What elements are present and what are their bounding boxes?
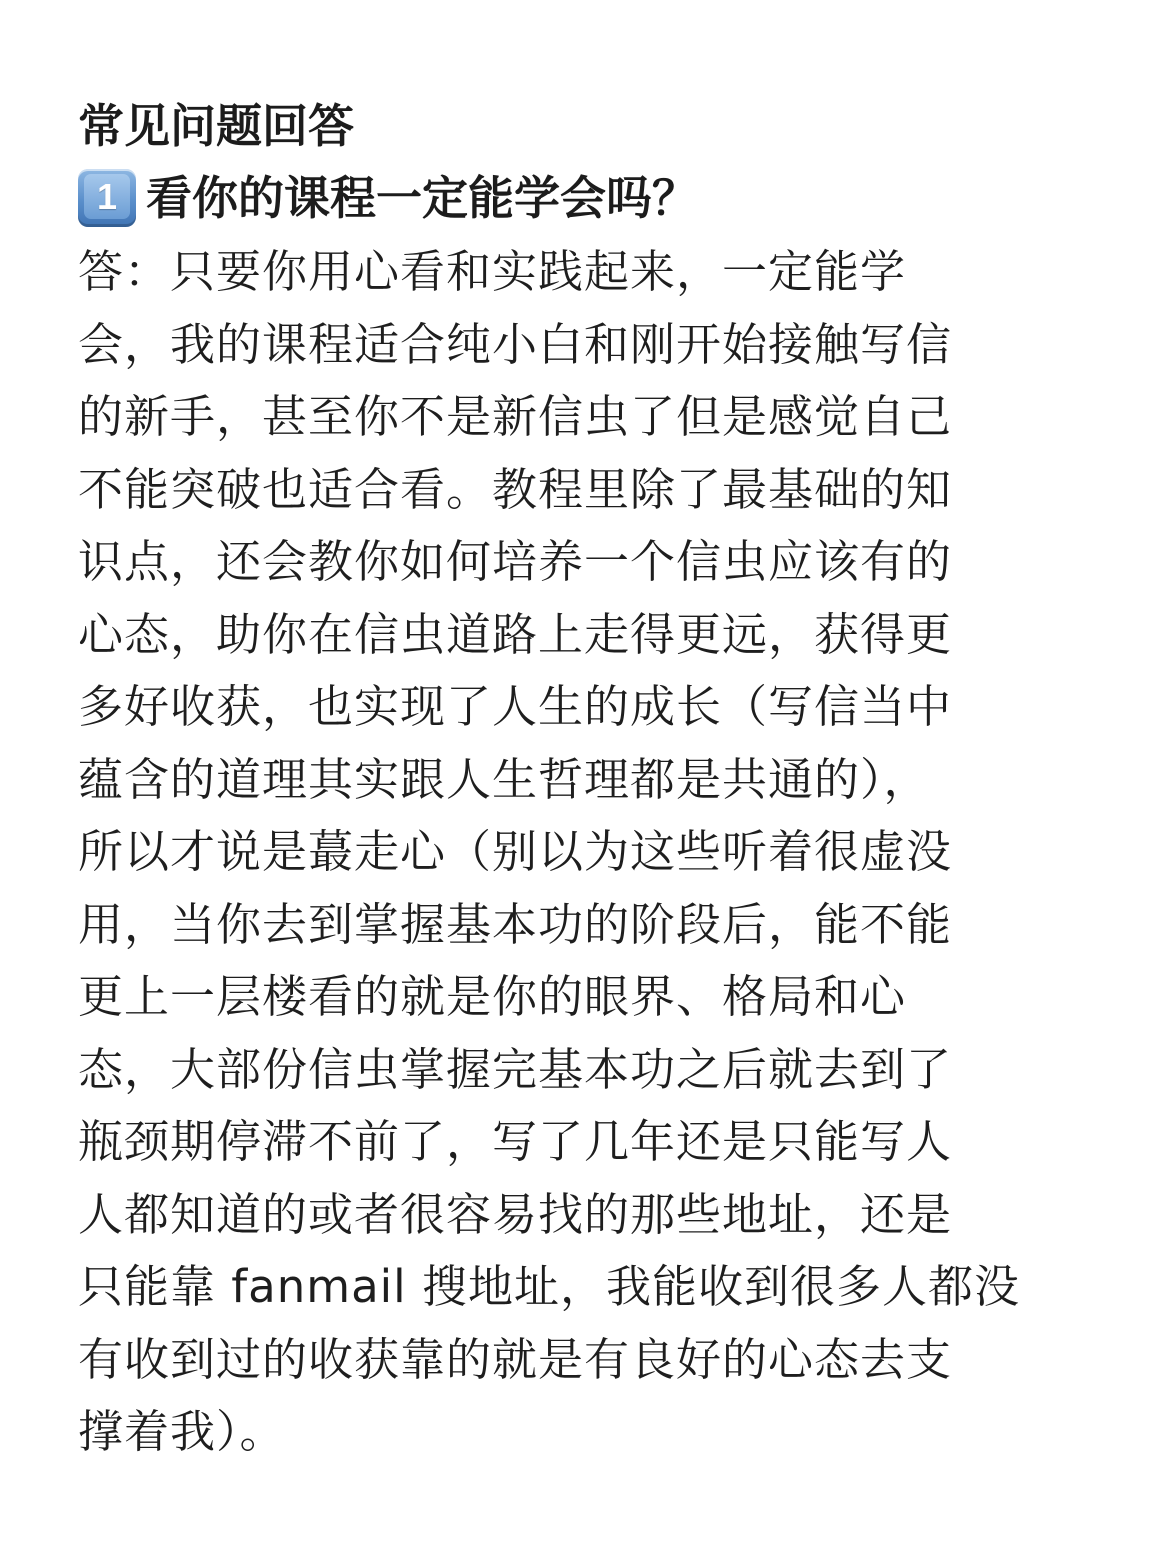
answer-line: 蕴含的道理其实跟人生哲理都是共通的）， <box>78 752 930 806</box>
answer-line: 撑着我）。 <box>78 1405 286 1458</box>
answer-line: 答：只要你用心看和实践起来，一定能学 <box>78 245 907 298</box>
answer-line: 心态，助你在信虫道路上走得更远，获得更 <box>78 607 953 661</box>
answer-line: 有收到过的收获靠的就是有良好的心态去支 <box>78 1332 953 1386</box>
answer-line: 的新手，甚至你不是新信虫了但是感觉自己 <box>78 390 953 443</box>
answer-line: 会，我的课程适合纯小白和刚开始接触写信 <box>78 317 953 371</box>
answer-line: 只能靠 fanmail 搜地址，我能收到很多人都没 <box>78 1260 1020 1313</box>
answer-line: 多好收获，也实现了人生的成长（写信当中 <box>78 680 953 733</box>
answer-line: 识点，还会教你如何培养一个信虫应该有的 <box>78 535 953 588</box>
answer-line: 瓶颈期停滞不前了，写了几年还是只能写人 <box>78 1115 953 1168</box>
answer-line: 态，大部份信虫掌握完基本功之后就去到了 <box>78 1042 953 1096</box>
answer-line: 所以才说是蕞走心（别以为这些听着很虚没 <box>78 825 953 878</box>
answer-body <box>78 236 1138 1469</box>
question-heading <box>78 160 1138 236</box>
note-content <box>78 96 1138 1469</box>
answer-line: 用，当你去到掌握基本功的阶段后，能不能 <box>78 897 953 951</box>
keycap-number-one-icon <box>78 169 136 227</box>
question-text: 看你的课程一定能学会吗？ <box>146 171 698 225</box>
answer-line: 更上一层楼看的就是你的眼界、格局和心 <box>78 970 907 1023</box>
keycap-digit: 1 <box>84 174 130 219</box>
answer-line: 人都知道的或者很容易找的那些地址，还是 <box>78 1187 953 1241</box>
page-title: 常见问题回答 <box>78 99 354 153</box>
answer-line: 不能突破也适合看。教程里除了最基础的知 <box>78 462 953 516</box>
